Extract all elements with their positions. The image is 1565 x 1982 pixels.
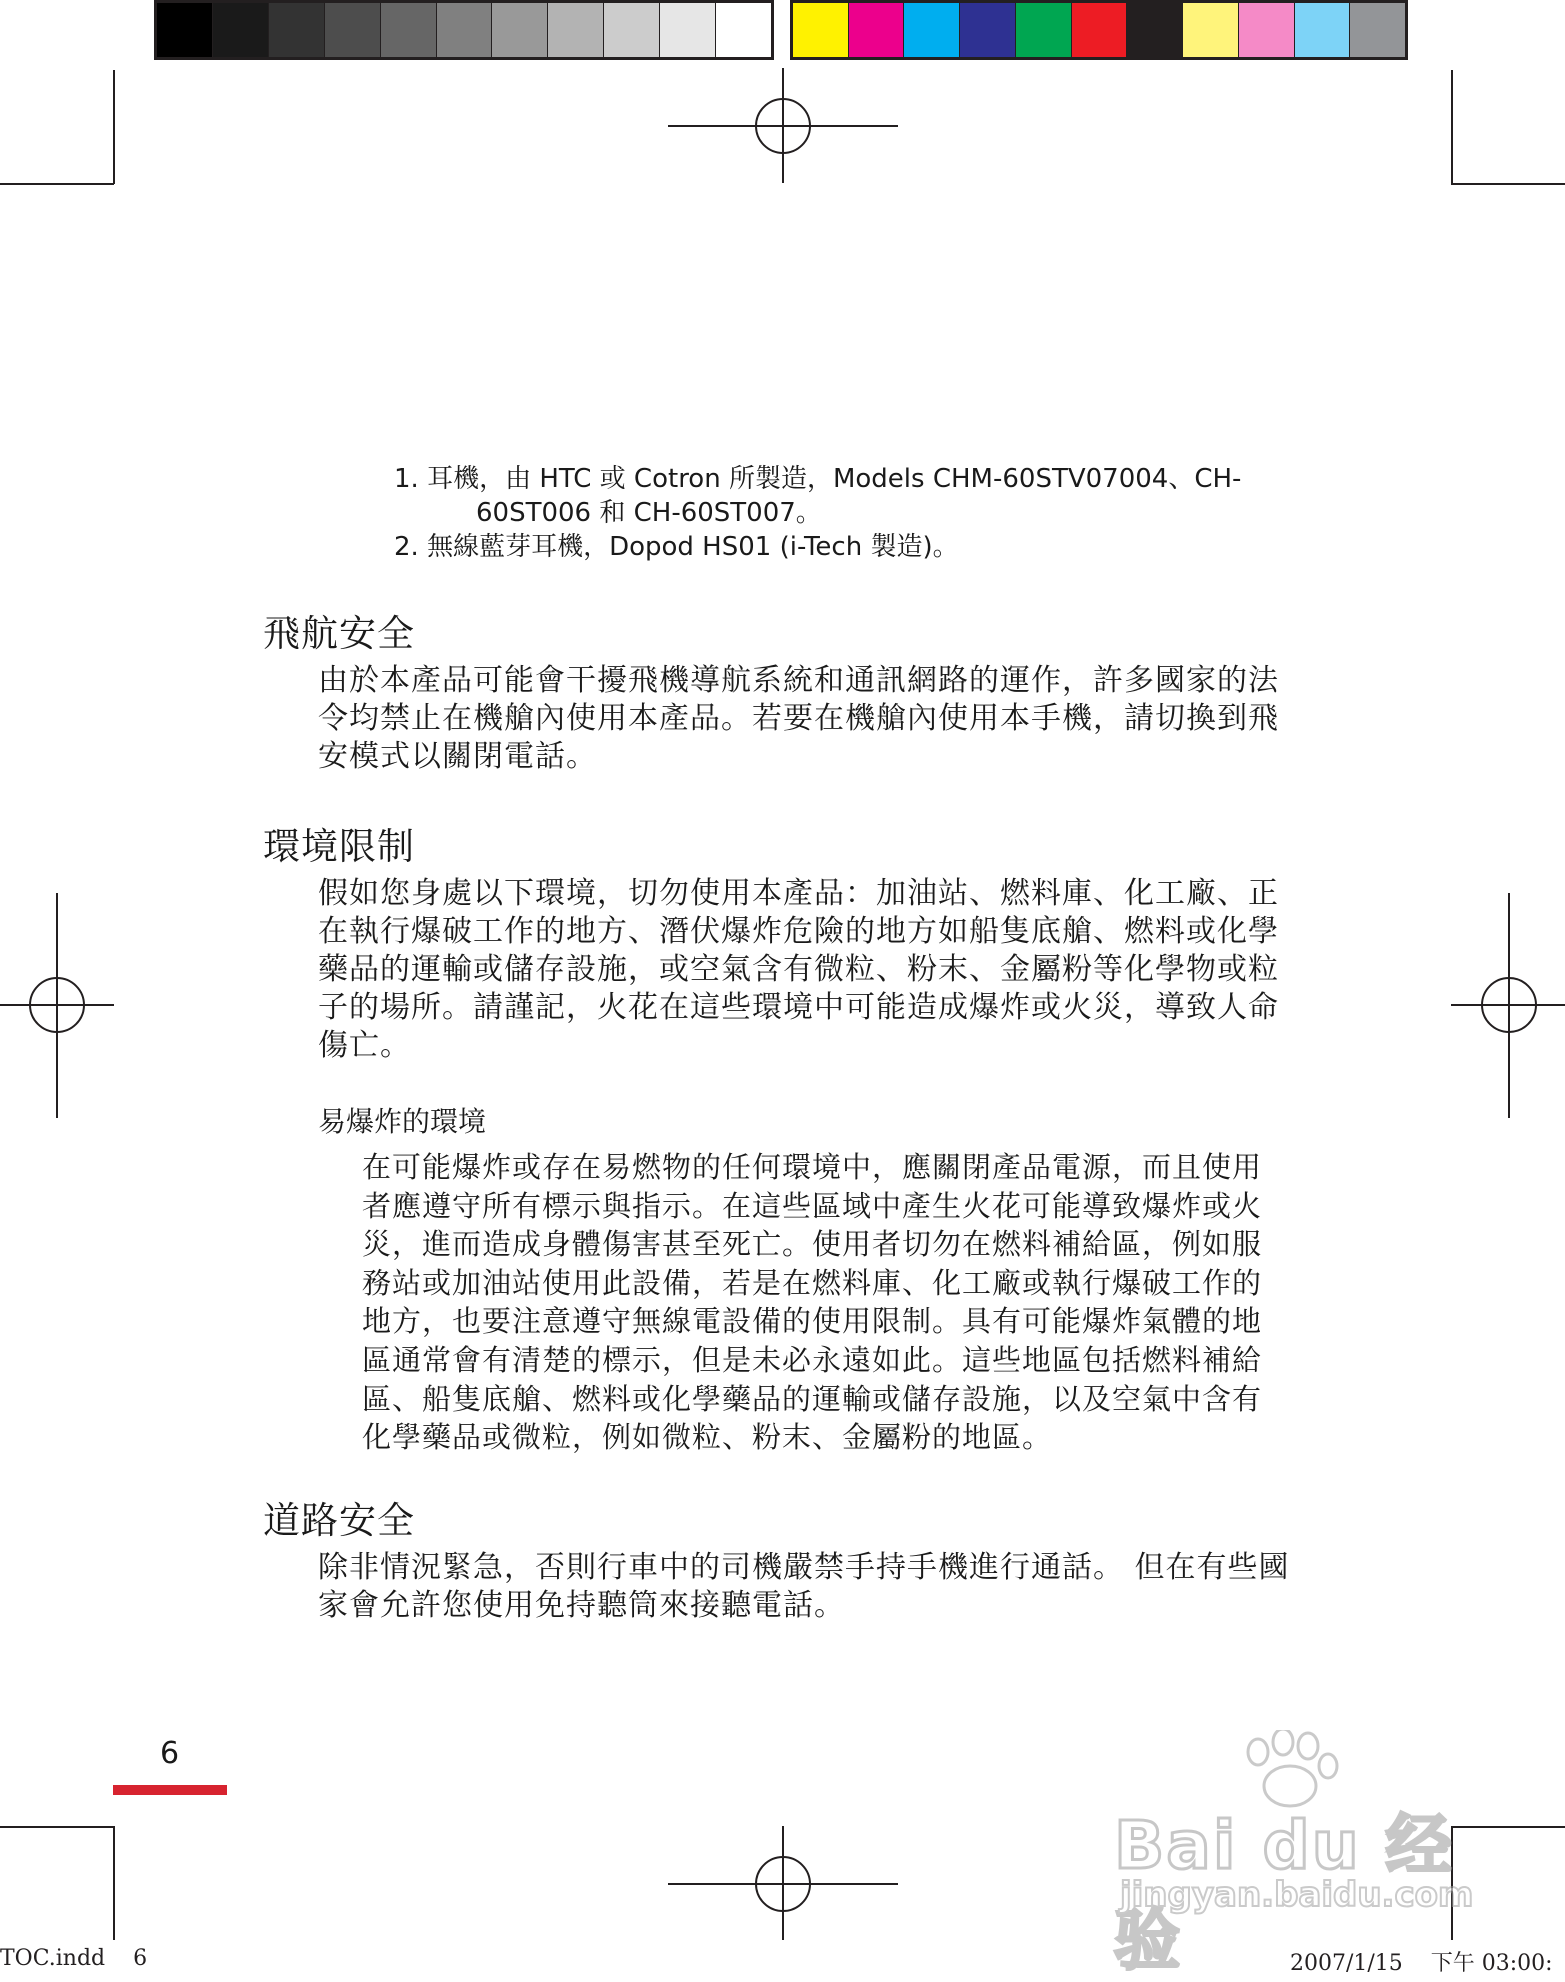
- registration-mark-right-icon: [1481, 977, 1537, 1033]
- paragraph-line: 災，進而造成身體傷害甚至死亡。使用者切勿在燃料補給區，例如服: [362, 1227, 1263, 1262]
- paragraph-line: 地方，也要注意遵守無線電設備的使用限制。具有可能爆炸氣體的地: [362, 1304, 1263, 1339]
- environment-paragraph: [318, 875, 1333, 1065]
- crop-mark-top-right-horizontal: [1451, 183, 1565, 185]
- color-swatch: [157, 3, 213, 57]
- section-heading-environment: 環境限制: [263, 825, 415, 868]
- paragraph-line: 化學藥品或微粒，例如微粒、粉末、金屬粉的地區。: [362, 1420, 1053, 1455]
- crop-mark-top-left-horizontal: [0, 183, 114, 185]
- registration-mark-left-icon: [29, 977, 85, 1033]
- list-text: 耳機，由 HTC 或 Cotron 所製造，Models CHM-60STV07004、CH-: [427, 464, 1242, 494]
- crop-mark-bottom-left-vertical: [113, 1826, 115, 1940]
- watermark-brand: Bai du 经验: [1114, 1807, 1454, 1979]
- paragraph-line: 區通常會有清楚的標示，但是未必永遠如此。這些地區包括燃料補給: [362, 1342, 1263, 1377]
- list-item-continuation: 60ST006 和 CH-60ST007。: [476, 498, 822, 528]
- road-paragraph: [318, 1549, 1333, 1625]
- color-swatch: [793, 3, 849, 57]
- color-swatch: [213, 3, 269, 57]
- paragraph-line: 子的場所。請謹記，火花在這些環境中可能造成爆炸或火災，導致人命: [318, 990, 1279, 1025]
- page-number: 6: [160, 1736, 180, 1771]
- color-swatch: [849, 3, 905, 57]
- section-heading-road: 道路安全: [263, 1499, 415, 1542]
- section-heading-aviation: 飛航安全: [263, 612, 415, 655]
- color-swatch: [1183, 3, 1239, 57]
- color-swatch: [492, 3, 548, 57]
- paragraph-line: 令均禁止在機艙內使用本產品。若要在機艙內使用本手機，請切換到飛: [318, 701, 1279, 736]
- paragraph-line: 在執行爆破工作的地方、潛伏爆炸危險的地方如船隻底艙、燃料或化學: [318, 914, 1279, 949]
- registration-mark-bottom-icon: [755, 1856, 811, 1912]
- paragraph-line: 除非情況緊急，否則行車中的司機嚴禁手持手機進行通話。 但在有些國: [318, 1550, 1290, 1585]
- paragraph-line: 家會允許您使用免持聽筒來接聽電話。: [318, 1588, 845, 1623]
- color-swatch: [904, 3, 960, 57]
- watermark-url: jingyan.baidu.com: [1120, 1875, 1474, 1915]
- aviation-paragraph: [318, 662, 1333, 776]
- paragraph-line: 安模式以關閉電話。: [318, 739, 597, 774]
- color-swatch: [1295, 3, 1351, 57]
- color-swatch: [548, 3, 604, 57]
- crop-mark-top-left-vertical: [113, 70, 115, 184]
- color-swatch: [381, 3, 437, 57]
- page-number-accent-bar: [113, 1785, 227, 1795]
- color-swatch: [1350, 3, 1405, 57]
- grayscale-calibration-bar: [154, 0, 774, 60]
- color-calibration-bar: [790, 0, 1408, 60]
- paragraph-line: 藥品的運輸或儲存設施，或空氣含有微粒、粉末、金屬粉等化學物或粒: [318, 952, 1279, 987]
- color-swatch: [1239, 3, 1295, 57]
- color-swatch: [604, 3, 660, 57]
- color-swatch: [1016, 3, 1072, 57]
- list-item: [394, 530, 1294, 564]
- registration-mark-top-icon: [755, 98, 811, 154]
- color-swatch: [660, 3, 716, 57]
- color-swatch: [1127, 3, 1183, 57]
- explosive-environment-paragraph: [362, 1148, 1322, 1457]
- footer-file-info: TOC.indd 6: [0, 1946, 148, 1971]
- paragraph-line: 傷亡。: [318, 1028, 411, 1063]
- footer-timestamp: 2007/1/15 下午 03:00:: [1290, 1951, 1553, 1976]
- paragraph-line: 者應遵守所有標示與指示。在這些區域中產生火花可能導致爆炸或火: [362, 1188, 1263, 1223]
- list-number: 2.: [394, 532, 419, 562]
- headset-list: [394, 462, 1294, 564]
- color-swatch: [716, 3, 771, 57]
- paragraph-line: 區、船隻底艙、燃料或化學藥品的運輸或儲存設施，以及空氣中含有: [362, 1381, 1263, 1416]
- paragraph-line: 假如您身處以下環境，切勿使用本產品：加油站、燃料庫、化工廠、正: [318, 876, 1279, 911]
- crop-mark-top-right-vertical: [1451, 70, 1453, 184]
- crop-mark-bottom-left-horizontal: [0, 1826, 114, 1828]
- color-swatch: [325, 3, 381, 57]
- color-swatch: [269, 3, 325, 57]
- list-item: [394, 462, 1294, 496]
- color-swatch: [960, 3, 1016, 57]
- paragraph-line: 在可能爆炸或存在易燃物的任何環境中，應關閉產品電源，而且使用: [362, 1150, 1263, 1184]
- paragraph-line: 務站或加油站使用此設備，若是在燃料庫、化工廠或執行爆破工作的: [362, 1265, 1263, 1300]
- list-number: 1.: [394, 464, 419, 494]
- color-swatch: [437, 3, 493, 57]
- color-swatch: [1072, 3, 1128, 57]
- list-text: 無線藍芽耳機，Dopod HS01 (i-Tech 製造)。: [427, 532, 959, 562]
- paragraph-line: 由於本產品可能會干擾飛機導航系統和通訊網路的運作，許多國家的法: [318, 663, 1279, 698]
- subheading-explosive-environment: 易爆炸的環境: [318, 1105, 487, 1138]
